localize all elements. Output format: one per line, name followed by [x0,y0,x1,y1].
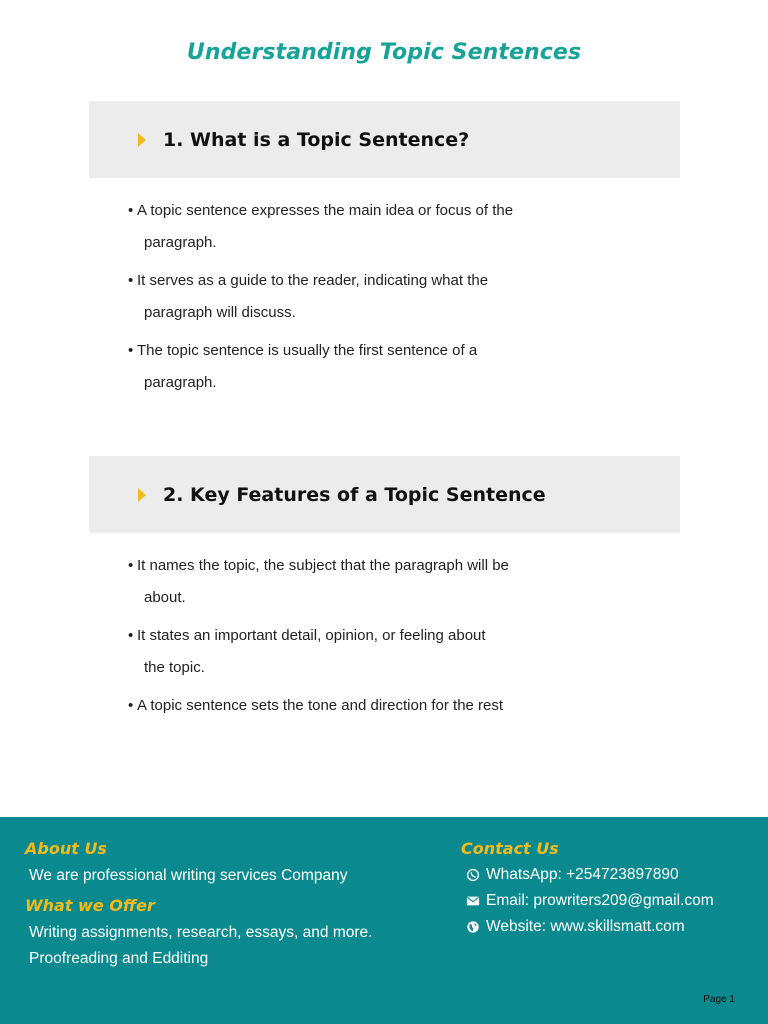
bullet-text: about. [144,589,186,606]
section-header-key-features [89,456,680,533]
contact-heading: Contact Us [461,839,559,858]
contact-text: Email: prowriters209@gmail.com [486,892,714,909]
globe-icon [466,920,480,934]
bullet-text: A topic sentence sets the tone and direction for the rest [137,697,504,714]
contact-email[interactable] [466,892,714,910]
bullet-list [128,550,548,728]
bullet-text: A topic sentence expresses the main idea or focus of the [137,202,514,219]
envelope-icon [466,894,480,908]
list-item: • It names the topic, the subject that the paragraph will be about. [128,550,548,614]
bullet-text: the topic. [144,659,205,676]
contact-text: Website: www.skillsmatt.com [486,918,685,935]
caret-right-icon [138,488,146,502]
contact-website[interactable] [466,918,685,936]
bullet-text: The topic sentence is usually the first sentence of a [137,342,478,359]
bullet-list [128,195,548,405]
caret-right-icon [138,133,146,147]
page-number: Page 1 [703,994,735,1005]
bullet-text: paragraph will discuss. [144,304,296,321]
list-item: • A topic sentence sets the tone and direction for the rest [128,697,504,714]
section-header-what-is [89,101,680,178]
contact-whatsapp[interactable] [466,866,679,884]
list-item: • It serves as a guide to the reader, indicating what the paragraph will discuss. [128,265,548,329]
list-item: • It states an important detail, opinion, or feeling about the topic. [128,620,548,684]
bullet-text: It states an important detail, opinion, or feeling about [137,627,486,644]
section-heading: 2. Key Features of a Topic Sentence [163,483,546,506]
footer [0,817,768,1024]
list-item: • A topic sentence expresses the main idea or focus of the paragraph. [128,195,548,259]
bullet-text: It names the topic, the subject that the paragraph will be [137,557,509,574]
bullet-text: paragraph. [144,234,217,251]
about-text: We are professional writing services Company [29,867,348,884]
whatsapp-icon [466,868,480,882]
bullet-text: It serves as a guide to the reader, indicating what the [137,272,489,289]
offer-heading: What we Offer [25,896,155,915]
offer-line: Proofreading and Edditing [29,950,209,967]
contact-text: WhatsApp: +254723897890 [486,866,679,883]
offer-line: Writing assignments, research, essays, and more. [29,924,373,941]
bullet-text: paragraph. [144,374,217,391]
section-heading: 1. What is a Topic Sentence? [163,128,470,151]
page-title: Understanding Topic Sentences [186,40,582,65]
list-item: • The topic sentence is usually the first sentence of a paragraph. [128,335,548,399]
about-heading: About Us [25,839,107,858]
